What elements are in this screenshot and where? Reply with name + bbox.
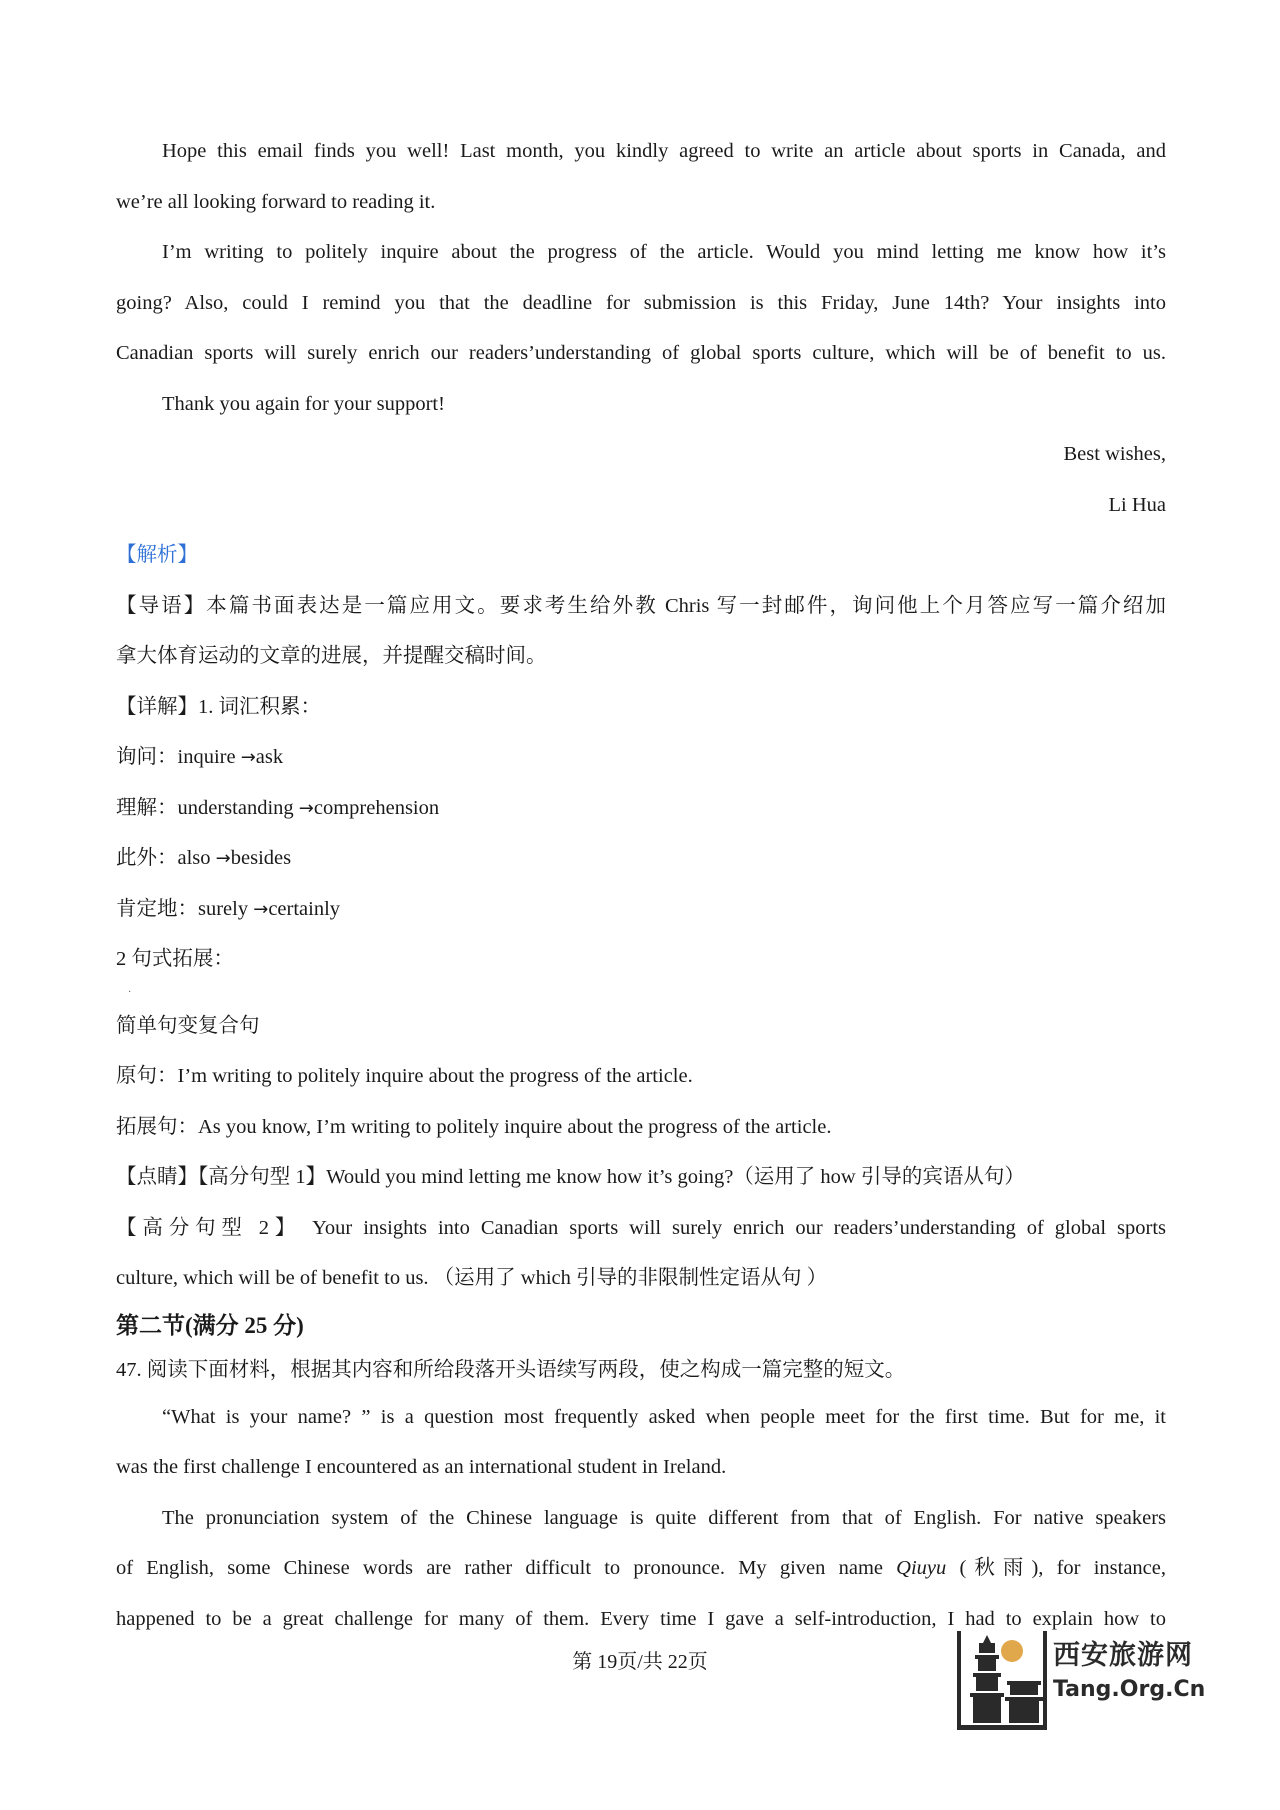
vocab-word: understanding [177,796,299,819]
page-number: 第 19页/共 22页 [572,1651,708,1673]
vocab-alt: besides [230,847,292,869]
vocab-item [116,833,1166,884]
story-text: of English, some Chinese words are rather difficult to pronounce. My given name [116,1557,897,1579]
arrow-icon: → [298,797,314,819]
stray-dot: · [128,986,132,998]
detail-heading: 【详解】1. 词汇积累： [116,695,321,718]
story-text: (秋雨), for instance, [946,1557,1166,1579]
vocab-alt: ask [255,746,284,768]
vocab-alt: certainly [268,897,341,920]
pagoda-icon [955,1625,1050,1733]
letter-p2-line2: going? Also, could I remind you that the deadline for submission is this Friday, June 14th? Your insights into [116,291,1166,314]
site-logo [955,1625,1210,1733]
vocab-cn: 此外： [116,847,178,869]
expanded-sentence: 拓展句：As you know, I’m writing to politely inquire about the progress of the article. [116,1115,832,1138]
story-p2-line3: happened to be a great challenge for many of them. Every time I gave a self-introduction, I had to explain how to [116,1607,1166,1630]
arrow-icon: → [215,848,231,869]
pattern-heading: 2 句式拓展： [116,948,234,970]
vocab-word: also [177,847,216,869]
document-page [116,126,1166,1644]
story-p1-line2: was the first challenge I encountered as an international student in Ireland. [116,1456,727,1478]
letter-p3: Thank you again for your support! [162,392,445,415]
analysis-intro-line1: 【导语】本篇书面表达是一篇应用文。要求考生给外教 Chris 写一封邮件，询问他上个月答应写一篇介绍加 [116,594,1166,617]
letter-closing: Best wishes, [1063,443,1166,465]
story-p2-line1: The pronunciation system of the Chinese language is quite different from that of English. For native speakers [162,1506,1166,1529]
arrow-icon: → [253,898,269,920]
analysis-heading: 【解析】 [116,544,198,566]
original-sentence: 原句：I’m writing to politely inquire about the progress of the article. [116,1065,693,1087]
section-title: 第二节(满分 25 分) [116,1312,304,1338]
logo-text-en: Tang.Org.Cn [1053,1677,1206,1702]
vocab-cn: 理解： [116,796,178,819]
pattern-subheading: 简单句变复合句 [116,1014,260,1037]
highlight-pattern-2-line1: 【高分句型 2】 Your insights into Canadian sports will surely enrich our readers’understanding of global sports [116,1216,1166,1239]
vocab-item [116,732,1166,783]
letter-p2-line3: Canadian sports will surely enrich our readers’understanding of global sports culture, which will be of benefit to us. [116,342,1166,364]
letter-p1-line2: we’re all looking forward to reading it. [116,190,436,213]
vocab-alt: comprehension [313,796,440,819]
question-prompt: 47. 阅读下面材料，根据其内容和所给段落开头语续写两段，使之构成一篇完整的短文。 [116,1358,906,1381]
given-name: Qiuyu [896,1557,947,1579]
highlight-pattern-2-line2: culture, which will be of benefit to us. （运用了 which 引导的非限制性定语从句 ） [116,1267,828,1289]
story-p2-line2 [116,1543,1166,1594]
highlight-pattern-1: 【点睛】【高分句型 1】Would you mind letting me know how it’s going?（运用了 how 引导的宾语从句） [116,1166,1025,1188]
letter-signature: Li Hua [1108,493,1166,516]
vocab-cn: 肯定地： [116,897,198,920]
story-p1-line1: “What is your name? ” is a question most frequently asked when people meet for the first time. But for me, it [162,1405,1166,1428]
vocab-word: surely [198,897,254,920]
letter-p2-line1: I’m writing to politely inquire about the progress of the article. Would you mind letting me know how it’s [162,241,1166,263]
analysis-intro-line2: 拿大体育运动的文章的进展，并提醒交稿时间。 [116,645,547,667]
vocab-item [116,783,1166,834]
vocab-cn: 询问： [116,746,178,768]
arrow-icon: → [240,747,256,768]
logo-text-cn: 西安旅游网 [1053,1640,1193,1671]
letter-p1-line1: Hope this email finds you well! Last month, you kindly agreed to write an article about sports in Canada, and [162,140,1166,162]
vocab-item [116,884,1166,935]
vocab-word: inquire [177,746,241,768]
